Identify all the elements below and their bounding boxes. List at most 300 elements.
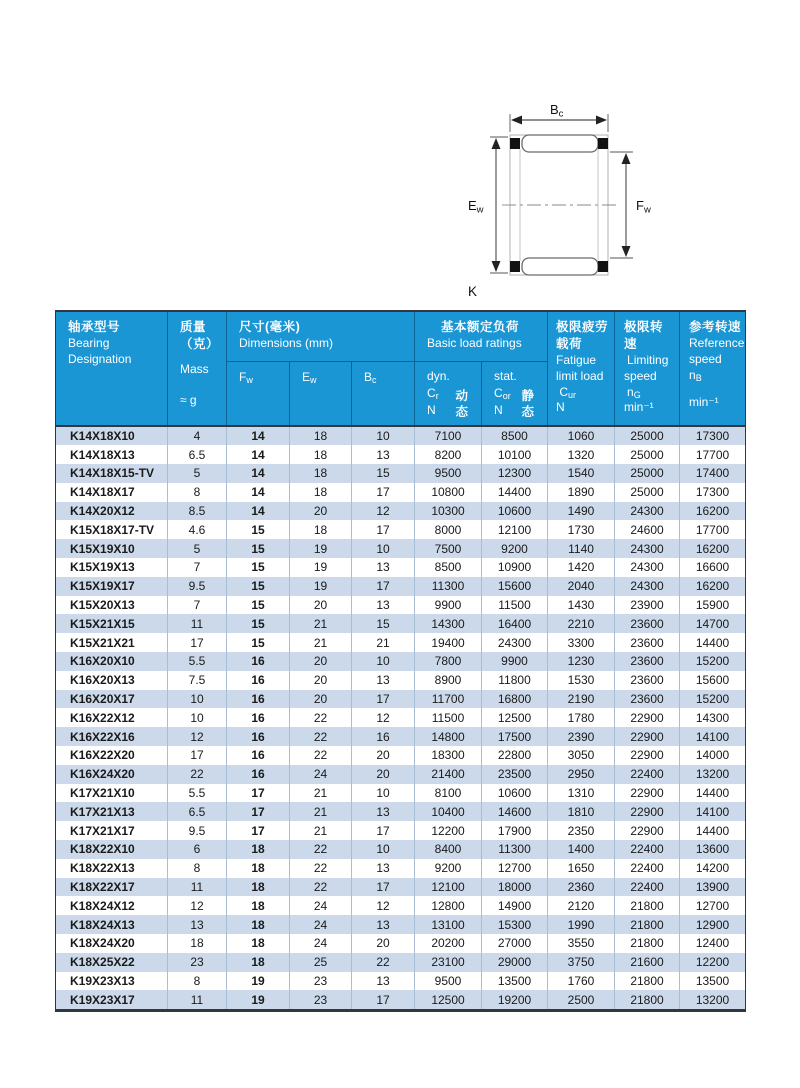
- cell-value: 19400: [415, 633, 482, 652]
- cell-value: 18: [168, 934, 227, 953]
- cell-value: 8: [168, 483, 227, 502]
- cell-value: 21800: [615, 934, 680, 953]
- cell-value: 23600: [615, 652, 680, 671]
- cell-value: 21800: [615, 915, 680, 934]
- cell-value: 8500: [482, 426, 548, 446]
- cell-value: 12500: [415, 990, 482, 1010]
- cell-value: 21: [290, 614, 352, 633]
- table-row: [56, 690, 746, 709]
- cell-value: 12: [352, 502, 415, 521]
- table-row: [56, 915, 746, 934]
- cell-value: 12400: [680, 934, 746, 953]
- cell-value: 20: [352, 746, 415, 765]
- cell-value: 14200: [680, 859, 746, 878]
- cell-value: 17300: [680, 426, 746, 446]
- cell-designation: K18X22X13: [70, 861, 135, 876]
- cell-value: 10100: [482, 445, 548, 464]
- cell-value: 18: [227, 953, 290, 972]
- col-header-stat: stat. $C_{or}$ N 静 态: [482, 361, 548, 426]
- cell-value: 2390: [548, 727, 615, 746]
- cell-value: 15900: [680, 596, 746, 615]
- cell-value: 18: [227, 896, 290, 915]
- cell-designation: K16X20X17: [70, 692, 135, 707]
- cell-value: 13: [352, 558, 415, 577]
- cell-value: 19200: [482, 990, 548, 1010]
- cell-value: 20: [352, 934, 415, 953]
- col-header-designation: 轴承型号 Bearing Designation: [68, 320, 132, 366]
- cell-value: 15: [227, 596, 290, 615]
- cell-value: 6: [168, 840, 227, 859]
- cell-designation: K18X24X20: [70, 936, 135, 951]
- cell-value: 20: [352, 765, 415, 784]
- cell-value: 13200: [680, 765, 746, 784]
- cell-value: 11300: [482, 840, 548, 859]
- cell-value: 12200: [680, 953, 746, 972]
- table-row: [56, 878, 746, 897]
- cell-designation: K15X20X13: [70, 598, 135, 613]
- cell-value: 21: [290, 633, 352, 652]
- cell-value: 15: [227, 614, 290, 633]
- cell-value: 23: [290, 990, 352, 1010]
- col-header-ew: $E_w$: [290, 361, 352, 426]
- cell-value: 12500: [482, 708, 548, 727]
- bearing-diagram: [440, 90, 760, 310]
- cell-value: 22400: [615, 859, 680, 878]
- cell-value: 14400: [482, 483, 548, 502]
- cell-value: 8: [168, 859, 227, 878]
- cell-value: 20: [290, 596, 352, 615]
- cell-value: 15: [227, 558, 290, 577]
- table-row: [56, 445, 746, 464]
- cell-value: 15600: [680, 671, 746, 690]
- table-row: [56, 464, 746, 483]
- cell-designation: K14X18X17: [70, 485, 135, 500]
- cell-value: 22: [290, 840, 352, 859]
- cell-value: 5.5: [168, 784, 227, 803]
- bearing-data-table: [55, 310, 746, 1012]
- cell-value: 12: [168, 727, 227, 746]
- cell-value: 22: [290, 859, 352, 878]
- cell-value: 19: [290, 558, 352, 577]
- cell-value: 14: [227, 502, 290, 521]
- cell-value: 20: [290, 690, 352, 709]
- cell-value: 13: [352, 972, 415, 991]
- cell-value: 22900: [615, 784, 680, 803]
- cell-designation: K19X23X13: [70, 974, 135, 988]
- cell-value: 9.5: [168, 821, 227, 840]
- col-header-mass: 质量 （克） Mass ≈ g: [168, 311, 227, 426]
- cell-value: 14: [227, 445, 290, 464]
- cell-value: 7.5: [168, 671, 227, 690]
- cell-value: 15300: [482, 915, 548, 934]
- table-row: [56, 821, 746, 840]
- cell-value: 12100: [482, 520, 548, 539]
- cell-value: 17: [227, 784, 290, 803]
- cell-value: 1650: [548, 859, 615, 878]
- cell-value: 13: [352, 596, 415, 615]
- cell-value: 12: [352, 708, 415, 727]
- cell-value: 22400: [615, 840, 680, 859]
- cell-designation: K16X22X20: [70, 748, 135, 763]
- cell-value: 22900: [615, 821, 680, 840]
- cell-value: 10800: [415, 483, 482, 502]
- cell-designation: K16X22X12: [70, 710, 135, 725]
- cell-value: 15: [227, 633, 290, 652]
- cell-value: 21: [290, 821, 352, 840]
- cell-value: 9900: [415, 596, 482, 615]
- cell-value: 14: [227, 483, 290, 502]
- cell-value: 16200: [680, 539, 746, 558]
- cell-value: 13: [352, 915, 415, 934]
- cell-value: 24300: [615, 539, 680, 558]
- cell-value: 9.5: [168, 577, 227, 596]
- cell-value: 14300: [680, 708, 746, 727]
- cell-value: 3050: [548, 746, 615, 765]
- cell-value: 15: [227, 539, 290, 558]
- cell-value: 18: [227, 878, 290, 897]
- cell-value: 17300: [680, 483, 746, 502]
- table-row: [56, 896, 746, 915]
- cell-value: 14400: [680, 633, 746, 652]
- cell-value: 13200: [680, 990, 746, 1010]
- cell-value: 17400: [680, 464, 746, 483]
- cell-value: 25000: [615, 445, 680, 464]
- cell-value: 22900: [615, 727, 680, 746]
- cell-designation: K19X23X17: [70, 992, 135, 1007]
- table-row: [56, 990, 746, 1010]
- cell-value: 22: [290, 746, 352, 765]
- cell-designation: K14X18X15-TV: [70, 466, 155, 481]
- cell-value: 1810: [548, 802, 615, 821]
- cell-value: 1430: [548, 596, 615, 615]
- cell-value: 14400: [680, 784, 746, 803]
- cell-value: 16: [227, 746, 290, 765]
- cell-value: 17: [227, 802, 290, 821]
- cell-value: 11700: [415, 690, 482, 709]
- col-header-fw: $F_w$: [227, 361, 290, 426]
- cell-designation: K18X24X13: [70, 917, 135, 932]
- cell-value: 1320: [548, 445, 615, 464]
- cell-value: 7100: [415, 426, 482, 446]
- table-row: [56, 708, 746, 727]
- cell-value: 19: [290, 577, 352, 596]
- cell-value: 25000: [615, 464, 680, 483]
- cell-designation: K14X18X10: [70, 428, 135, 443]
- cell-value: 23600: [615, 690, 680, 709]
- cell-value: 16800: [482, 690, 548, 709]
- cell-value: 15200: [680, 652, 746, 671]
- cell-value: 20: [290, 652, 352, 671]
- table-row: [56, 539, 746, 558]
- col-header-dyn: dyn. $C_r$ N 动 态: [415, 361, 482, 426]
- cell-value: 13900: [680, 878, 746, 897]
- cell-value: 24: [290, 765, 352, 784]
- cell-value: 12300: [482, 464, 548, 483]
- cell-value: 4: [168, 426, 227, 446]
- cell-value: 1760: [548, 972, 615, 991]
- cell-value: 15: [227, 520, 290, 539]
- cell-value: 1230: [548, 652, 615, 671]
- table-header: [56, 311, 746, 426]
- cell-value: 11: [168, 614, 227, 633]
- cell-value: 1780: [548, 708, 615, 727]
- cell-value: 17: [352, 990, 415, 1010]
- table-row: [56, 953, 746, 972]
- col-header-limiting-speed: 极限转速 Limiting speed $n_G$ min⁻¹: [615, 311, 680, 426]
- dim-label-bc: Bc: [550, 102, 564, 120]
- cell-value: 14800: [415, 727, 482, 746]
- cell-value: 7500: [415, 539, 482, 558]
- cell-value: 21: [290, 802, 352, 821]
- cell-value: 1420: [548, 558, 615, 577]
- cell-value: 25000: [615, 426, 680, 446]
- cell-value: 18: [290, 445, 352, 464]
- cell-value: 14300: [415, 614, 482, 633]
- cell-value: 18: [227, 934, 290, 953]
- cell-value: 10: [168, 708, 227, 727]
- cell-value: 21800: [615, 896, 680, 915]
- cell-value: 1140: [548, 539, 615, 558]
- cell-value: 24300: [615, 502, 680, 521]
- cell-value: 10600: [482, 502, 548, 521]
- cell-value: 9500: [415, 464, 482, 483]
- cell-value: 18: [227, 915, 290, 934]
- cell-designation: K18X25X22: [70, 955, 135, 970]
- dim-label-fw: Fw: [636, 198, 651, 216]
- cell-value: 1890: [548, 483, 615, 502]
- cell-value: 16: [227, 652, 290, 671]
- cell-value: 27000: [482, 934, 548, 953]
- cell-value: 19: [290, 539, 352, 558]
- col-header-bc: $B_c$: [352, 361, 415, 426]
- cell-value: 16: [352, 727, 415, 746]
- cell-designation: K18X24X12: [70, 898, 135, 913]
- cell-value: 11800: [482, 671, 548, 690]
- cell-value: 8200: [415, 445, 482, 464]
- cell-designation: K16X20X10: [70, 654, 135, 669]
- cell-designation: K15X19X10: [70, 541, 135, 556]
- cell-value: 12200: [415, 821, 482, 840]
- cell-value: 18: [290, 520, 352, 539]
- cell-value: 24300: [482, 633, 548, 652]
- cell-value: 5.5: [168, 652, 227, 671]
- cell-value: 21400: [415, 765, 482, 784]
- cell-value: 24: [290, 934, 352, 953]
- cell-value: 7: [168, 558, 227, 577]
- cell-value: 16: [227, 727, 290, 746]
- cell-value: 8100: [415, 784, 482, 803]
- cell-value: 1540: [548, 464, 615, 483]
- cell-value: 17: [352, 520, 415, 539]
- cell-value: 10: [352, 840, 415, 859]
- cell-value: 22900: [615, 708, 680, 727]
- cell-value: 2210: [548, 614, 615, 633]
- table-body: [56, 426, 746, 1011]
- cell-value: 23900: [615, 596, 680, 615]
- cell-value: 10: [168, 690, 227, 709]
- cell-value: 2360: [548, 878, 615, 897]
- cell-value: 3750: [548, 953, 615, 972]
- cell-value: 13: [168, 915, 227, 934]
- cell-value: 7800: [415, 652, 482, 671]
- cell-value: 19: [227, 990, 290, 1010]
- cell-value: 24600: [615, 520, 680, 539]
- table-row: [56, 426, 746, 446]
- cell-value: 16200: [680, 502, 746, 521]
- cell-value: 18000: [482, 878, 548, 897]
- cell-value: 10300: [415, 502, 482, 521]
- cell-designation: K16X22X16: [70, 729, 135, 744]
- cell-value: 12: [168, 896, 227, 915]
- cell-value: 17: [352, 690, 415, 709]
- cell-value: 29000: [482, 953, 548, 972]
- cell-value: 24: [290, 915, 352, 934]
- cell-value: 1730: [548, 520, 615, 539]
- cell-value: 21800: [615, 972, 680, 991]
- cell-value: 23500: [482, 765, 548, 784]
- cell-value: 8: [168, 972, 227, 991]
- cell-value: 17: [168, 633, 227, 652]
- cell-value: 1490: [548, 502, 615, 521]
- cell-value: 18: [290, 426, 352, 446]
- cell-value: 10600: [482, 784, 548, 803]
- cell-designation: K18X22X10: [70, 842, 135, 857]
- cell-designation: K15X21X15: [70, 616, 135, 631]
- cell-value: 10: [352, 784, 415, 803]
- cell-value: 5: [168, 539, 227, 558]
- cell-value: 1530: [548, 671, 615, 690]
- cell-value: 16200: [680, 577, 746, 596]
- cell-value: 8900: [415, 671, 482, 690]
- cell-value: 15200: [680, 690, 746, 709]
- cell-value: 6.5: [168, 445, 227, 464]
- cell-designation: K16X24X20: [70, 767, 135, 782]
- table-row: [56, 502, 746, 521]
- table-row: [56, 765, 746, 784]
- cell-designation: K14X18X13: [70, 447, 135, 462]
- cell-value: 11: [168, 878, 227, 897]
- cell-value: 18: [227, 840, 290, 859]
- cell-value: 24300: [615, 558, 680, 577]
- cell-value: 11500: [482, 596, 548, 615]
- cell-value: 13: [352, 445, 415, 464]
- cell-value: 13600: [680, 840, 746, 859]
- dim-label-ew: Ew: [468, 198, 484, 216]
- table-row: [56, 934, 746, 953]
- cell-value: 15: [352, 464, 415, 483]
- cell-value: 14100: [680, 802, 746, 821]
- dyn-zh-vertical: 动 态: [455, 388, 469, 419]
- cell-value: 7: [168, 596, 227, 615]
- cell-value: 18300: [415, 746, 482, 765]
- cell-value: 9900: [482, 652, 548, 671]
- col-header-fatigue-load: 极限疲劳 载荷 Fatigue limit load $C_{ur}$ N: [548, 311, 615, 426]
- cell-value: 18: [290, 464, 352, 483]
- cell-value: 2120: [548, 896, 615, 915]
- cell-value: 12700: [680, 896, 746, 915]
- cell-value: 17: [352, 577, 415, 596]
- cell-value: 21800: [615, 990, 680, 1010]
- table-row: [56, 483, 746, 502]
- cell-designation: K15X21X21: [70, 635, 135, 650]
- cell-value: 9200: [482, 539, 548, 558]
- cell-value: 6.5: [168, 802, 227, 821]
- bearing-type-label: K: [468, 284, 478, 299]
- cell-value: 13: [352, 671, 415, 690]
- cell-value: 22800: [482, 746, 548, 765]
- cell-value: 12900: [680, 915, 746, 934]
- cell-value: 22900: [615, 802, 680, 821]
- cell-designation: K15X19X17: [70, 579, 135, 594]
- table-row: [56, 859, 746, 878]
- cell-value: 3550: [548, 934, 615, 953]
- cell-value: 2500: [548, 990, 615, 1010]
- table-row: [56, 671, 746, 690]
- cell-designation: K15X18X17-TV: [70, 522, 155, 537]
- cell-value: 25: [290, 953, 352, 972]
- cell-value: 16400: [482, 614, 548, 633]
- cell-value: 14900: [482, 896, 548, 915]
- cell-value: 12: [352, 896, 415, 915]
- cell-designation: K17X21X10: [70, 786, 135, 801]
- cell-value: 20: [290, 671, 352, 690]
- cell-value: 4.6: [168, 520, 227, 539]
- cell-value: 17500: [482, 727, 548, 746]
- table-row: [56, 802, 746, 821]
- cell-value: 23600: [615, 671, 680, 690]
- table-row: [56, 784, 746, 803]
- cell-value: 15: [227, 577, 290, 596]
- cell-value: 11300: [415, 577, 482, 596]
- cell-value: 14: [227, 464, 290, 483]
- cell-value: 12800: [415, 896, 482, 915]
- cell-value: 3300: [548, 633, 615, 652]
- cell-value: 24: [290, 896, 352, 915]
- cell-value: 21: [352, 633, 415, 652]
- stat-zh-vertical: 静 态: [521, 388, 535, 419]
- cell-value: 23600: [615, 614, 680, 633]
- cell-value: 9500: [415, 972, 482, 991]
- cell-value: 23: [290, 972, 352, 991]
- cell-value: 13: [352, 802, 415, 821]
- cell-value: 22400: [615, 878, 680, 897]
- cell-value: 17: [352, 878, 415, 897]
- cell-designation: K16X20X13: [70, 673, 135, 688]
- cell-value: 21600: [615, 953, 680, 972]
- cell-value: 2040: [548, 577, 615, 596]
- cell-value: 10: [352, 652, 415, 671]
- cell-value: 23600: [615, 633, 680, 652]
- cell-value: 14100: [680, 727, 746, 746]
- table-row: [56, 727, 746, 746]
- table-row: [56, 840, 746, 859]
- cell-value: 22: [352, 953, 415, 972]
- cell-value: 1060: [548, 426, 615, 446]
- cell-value: 17: [227, 821, 290, 840]
- cell-value: 1310: [548, 784, 615, 803]
- cell-value: 8.5: [168, 502, 227, 521]
- cell-value: 11: [168, 990, 227, 1010]
- table-row: [56, 596, 746, 615]
- cell-designation: K17X21X13: [70, 804, 135, 819]
- col-header-dimensions: 尺寸(毫米) Dimensions (mm): [227, 311, 415, 361]
- cell-value: 10: [352, 426, 415, 446]
- cell-value: 13100: [415, 915, 482, 934]
- table-row: [56, 633, 746, 652]
- cell-value: 21: [290, 784, 352, 803]
- cell-value: 24300: [615, 577, 680, 596]
- cell-value: 9200: [415, 859, 482, 878]
